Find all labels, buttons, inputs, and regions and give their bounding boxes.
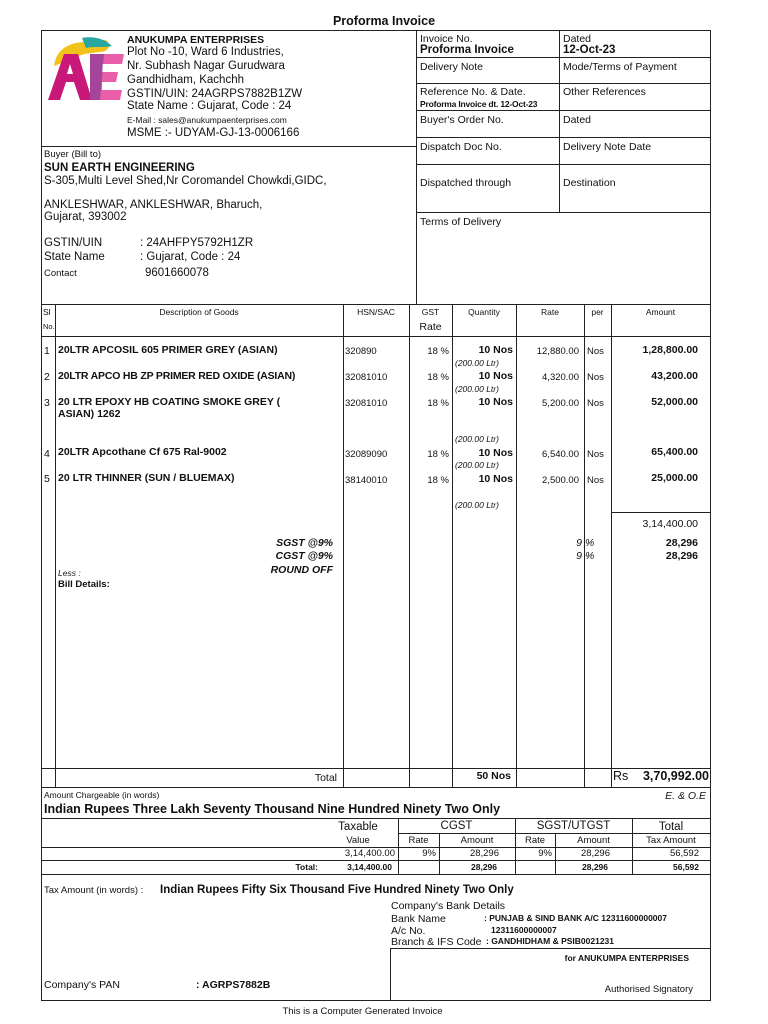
bank-name: : PUNJAB & SIND BANK A/C 12311600000007 [484, 913, 667, 923]
tax-row-cgst-amount: 28,296 [469, 848, 499, 859]
tax-row-cgst-rate: 9% [422, 848, 436, 859]
destination-label: Destination [563, 177, 616, 189]
item-hsn: 32081010 [345, 398, 388, 409]
tax-totals-value: 3,14,400.00 [347, 862, 392, 872]
meta-row-line [416, 57, 710, 58]
item-description: 20LTR APCOSIL 605 PRIMER GREY (ASIAN) [58, 344, 278, 356]
item-per: Nos [587, 346, 604, 357]
bank-name-label: Bank Name [391, 913, 446, 925]
tax-col-sgst: SGST/UTGST [536, 820, 611, 832]
item-rate: 4,320.00 [542, 372, 579, 383]
signature-box-left [390, 948, 391, 1000]
sgst-label: SGST @9% [276, 537, 333, 549]
tax-totals-label: Total: [295, 862, 318, 872]
seller-address: Plot No -10, Ward 6 Industries, [127, 46, 284, 58]
meta-row-line [416, 137, 710, 138]
tax-col-cgst: CGST [440, 820, 473, 832]
item-per: Nos [587, 398, 604, 409]
tax-amount-in-words: Indian Rupees Fifty Six Thousand Five Hundred Ninety Two Only [160, 884, 514, 896]
item-description: 20LTR Apcothane Cf 675 Ral-9002 [58, 446, 227, 458]
seller-buyer-divider [41, 146, 416, 147]
item-sl: 2 [44, 371, 50, 383]
tax-row-value: 3,14,400.00 [344, 848, 395, 859]
total-label: Total [314, 772, 337, 784]
branch-label: Branch & IFS Code [391, 936, 482, 948]
item-gst: 18 % [427, 475, 449, 486]
tax-line [398, 833, 710, 834]
seller-email: E-Mail : sales@anukumpaenterprises.com [127, 115, 287, 125]
cgst-amount: 28,296 [665, 550, 698, 562]
other-references-label: Other References [563, 86, 646, 98]
item-description-cont: ASIAN) 1262 [58, 408, 121, 420]
for-company: for ANUKUMPA ENTERPRISES [564, 953, 689, 963]
dispatched-through-label: Dispatched through [420, 177, 512, 189]
tax-totals-total: 56,592 [673, 862, 699, 872]
tax-col-value: Value [346, 835, 370, 846]
reference-label: Reference No. & Date. [420, 86, 526, 98]
dispatch-doc-label: Dispatch Doc No. [420, 141, 502, 153]
buyer-contact: 9601660078 [145, 267, 209, 279]
tax-row-sgst-rate: 9% [538, 848, 552, 859]
item-rate: 2,500.00 [542, 475, 579, 486]
pan-label: Company's PAN [44, 979, 120, 991]
tax-col-sgst-amount: Amount [577, 835, 610, 846]
col-header-gst: GST [421, 307, 440, 317]
item-qty-sub: (200.00 Ltr) [455, 384, 499, 394]
item-qty-sub: (200.00 Ltr) [455, 434, 499, 444]
delivery-note-label: Delivery Note [420, 61, 484, 73]
tax-col-taxable: Taxable [338, 821, 378, 833]
item-hsn: 320890 [345, 346, 377, 357]
item-amount: 52,000.00 [651, 396, 698, 408]
item-sl: 3 [44, 397, 50, 409]
pan-value: : AGRPS7882B [196, 979, 271, 991]
border-bottom [41, 1000, 711, 1001]
branch-ifsc: : GANDHIDHAM & PSIB0021231 [486, 936, 615, 946]
item-hsn: 38140010 [345, 475, 388, 486]
border-right [710, 30, 711, 1000]
col-header-no: No. [43, 322, 55, 331]
item-sl: 4 [44, 448, 50, 460]
col-header-hsn: HSN/SAC [357, 307, 395, 317]
item-qty-sub: (200.00 Ltr) [455, 460, 499, 470]
terms-of-delivery-label: Terms of Delivery [420, 216, 502, 228]
meta-row-line [416, 164, 710, 165]
account-no-label: A/c No. [391, 925, 426, 937]
col-header-amount: Amount [645, 307, 676, 317]
item-amount: 65,400.00 [651, 446, 698, 458]
col-header-quantity: Quantity [468, 307, 500, 317]
tax-totals-cgst: 28,296 [471, 862, 497, 872]
tax-line [41, 874, 711, 875]
dated-label: Dated [563, 114, 592, 126]
document-title: Proforma Invoice [332, 14, 436, 28]
buyer-label: Buyer (Bill to) [44, 149, 102, 160]
item-per: Nos [587, 449, 604, 460]
item-sl: 5 [44, 473, 50, 485]
bill-details-label: Bill Details: [58, 579, 110, 590]
less-label: Less : [58, 568, 81, 578]
col-header-description: Description of Goods [159, 307, 239, 317]
seller-msme: MSME :- UDYAM-GJ-13-0006166 [127, 127, 300, 139]
item-qty: 10 Nos [478, 370, 513, 382]
buyer-gstin-label: GSTIN/UIN [44, 237, 103, 249]
tax-col-tax-amount: Tax Amount [646, 835, 696, 846]
buyer-state-label: State Name [44, 251, 105, 263]
item-description: 20 LTR THINNER (SUN / BLUEMAX) [58, 472, 235, 484]
table-total-bottom [41, 787, 711, 788]
item-qty: 10 Nos [478, 447, 513, 459]
eoe-note: E. & O.E [665, 790, 706, 802]
authorised-signatory: Authorised Signatory [604, 984, 693, 995]
item-gst: 18 % [427, 346, 449, 357]
sgst-rate: 9 [576, 537, 582, 549]
seller-address: Nr. Subhash Nagar Gurudwara [127, 60, 285, 72]
computer-generated-note: This is a Computer Generated Invoice [282, 1006, 443, 1017]
grand-total: 3,70,992.00 [642, 769, 709, 783]
item-amount: 43,200.00 [651, 370, 698, 382]
signature-box-top [390, 948, 711, 949]
item-qty: 10 Nos [478, 473, 513, 485]
item-gst: 18 % [427, 372, 449, 383]
seller-gstin: GSTIN/UIN: 24AGRPS7882B1ZW [127, 88, 303, 100]
buyer-address: S-305,Multi Level Shed,Nr Coromandel Chowkdi,GIDC, [44, 175, 327, 187]
tax-col-cgst-rate: Rate [408, 835, 429, 846]
col-header-gst-rate: Rate [419, 321, 442, 333]
subtotal-amount: 3,14,400.00 [642, 518, 698, 530]
item-qty: 10 Nos [478, 396, 513, 408]
payment-terms-label: Mode/Terms of Payment [563, 61, 677, 73]
col-header-rate: Rate [541, 307, 559, 317]
subtotal-line [611, 512, 710, 513]
company-logo [46, 36, 126, 104]
item-rate: 5,200.00 [542, 398, 579, 409]
sgst-pct: % [585, 537, 595, 549]
buyer-gstin: : 24AHFPY5792H1ZR [140, 237, 254, 249]
item-gst: 18 % [427, 449, 449, 460]
total-quantity: 50 Nos [476, 770, 511, 782]
item-per: Nos [587, 475, 604, 486]
invoice-no-label: Invoice No. [420, 33, 473, 45]
seller-state: State Name : Gujarat, Code : 24 [127, 100, 292, 112]
border-top [41, 30, 711, 31]
col-header-per: per [591, 307, 604, 317]
meta-row-line [416, 83, 710, 84]
meta-row-line [416, 212, 710, 213]
account-no: 12311600000007 [491, 925, 557, 935]
cgst-rate: 9 [576, 550, 582, 562]
item-amount: 1,28,800.00 [642, 344, 698, 356]
item-description: 20LTR APCO HB ZP PRIMER RED OXIDE (ASIAN) [58, 370, 296, 382]
col-line [343, 304, 344, 787]
header-divider [416, 30, 417, 304]
buyer-state: : Gujarat, Code : 24 [140, 251, 241, 263]
sgst-amount: 28,296 [665, 537, 698, 549]
tax-col-cgst-amount: Amount [460, 835, 494, 846]
item-sl: 1 [44, 345, 50, 357]
invoice-no: Proforma Invoice [420, 44, 514, 56]
tax-row-total: 56,592 [669, 848, 699, 859]
cgst-label: CGST @9% [275, 550, 333, 562]
tax-col-total: Total [658, 821, 684, 833]
meta-row-line [416, 110, 710, 111]
buyers-order-label: Buyer's Order No. [420, 114, 504, 126]
buyer-contact-label: Contact [44, 268, 77, 279]
item-description: 20 LTR EPOXY HB COATING SMOKE GREY ( [58, 396, 281, 408]
amount-words-label: Amount Chargeable (in words) [44, 790, 160, 800]
amount-in-words: Indian Rupees Three Lakh Seventy Thousand Nine Hundred Ninety Two Only [44, 802, 501, 816]
total-currency: Rs [613, 769, 629, 783]
tax-col-sgst-rate: Rate [524, 835, 546, 846]
border-left [41, 30, 42, 1000]
item-per: Nos [587, 372, 604, 383]
invoice-date: 12-Oct-23 [563, 44, 616, 56]
seller-name: ANUKUMPA ENTERPRISES [127, 34, 265, 46]
item-rate: 6,540.00 [542, 449, 579, 460]
tax-row-sgst-amount: 28,296 [580, 848, 610, 859]
item-rate: 12,880.00 [536, 346, 579, 357]
item-gst: 18 % [427, 398, 449, 409]
tax-words-label: Tax Amount (in words) : [44, 885, 144, 896]
cgst-pct: % [585, 550, 595, 562]
reference-value: Proforma Invoice dt. 12-Oct-23 [420, 99, 538, 109]
item-qty-sub: (200.00 Ltr) [455, 358, 499, 368]
round-off-label: ROUND OFF [270, 564, 333, 576]
dated-label: Dated [563, 33, 592, 45]
delivery-note-date-label: Delivery Note Date [563, 141, 652, 153]
item-hsn: 32089090 [345, 449, 388, 460]
item-qty-sub: (200.00 Ltr) [455, 500, 499, 510]
bank-heading: Company's Bank Details [391, 900, 506, 912]
item-amount: 25,000.00 [651, 472, 698, 484]
item-qty: 10 Nos [478, 344, 513, 356]
tax-totals-sgst: 28,296 [582, 862, 608, 872]
buyer-address: Gujarat, 393002 [44, 211, 127, 223]
tax-line [41, 860, 711, 861]
seller-address: Gandhidham, Kachchh [127, 74, 244, 86]
section-line [41, 818, 711, 819]
buyer-address: ANKLESHWAR, ANKLESHWAR, Bharuch, [44, 199, 263, 211]
item-hsn: 32081010 [345, 372, 388, 383]
buyer-name: SUN EARTH ENGINEERING [44, 162, 195, 174]
col-header-sl: Sl [43, 307, 51, 317]
